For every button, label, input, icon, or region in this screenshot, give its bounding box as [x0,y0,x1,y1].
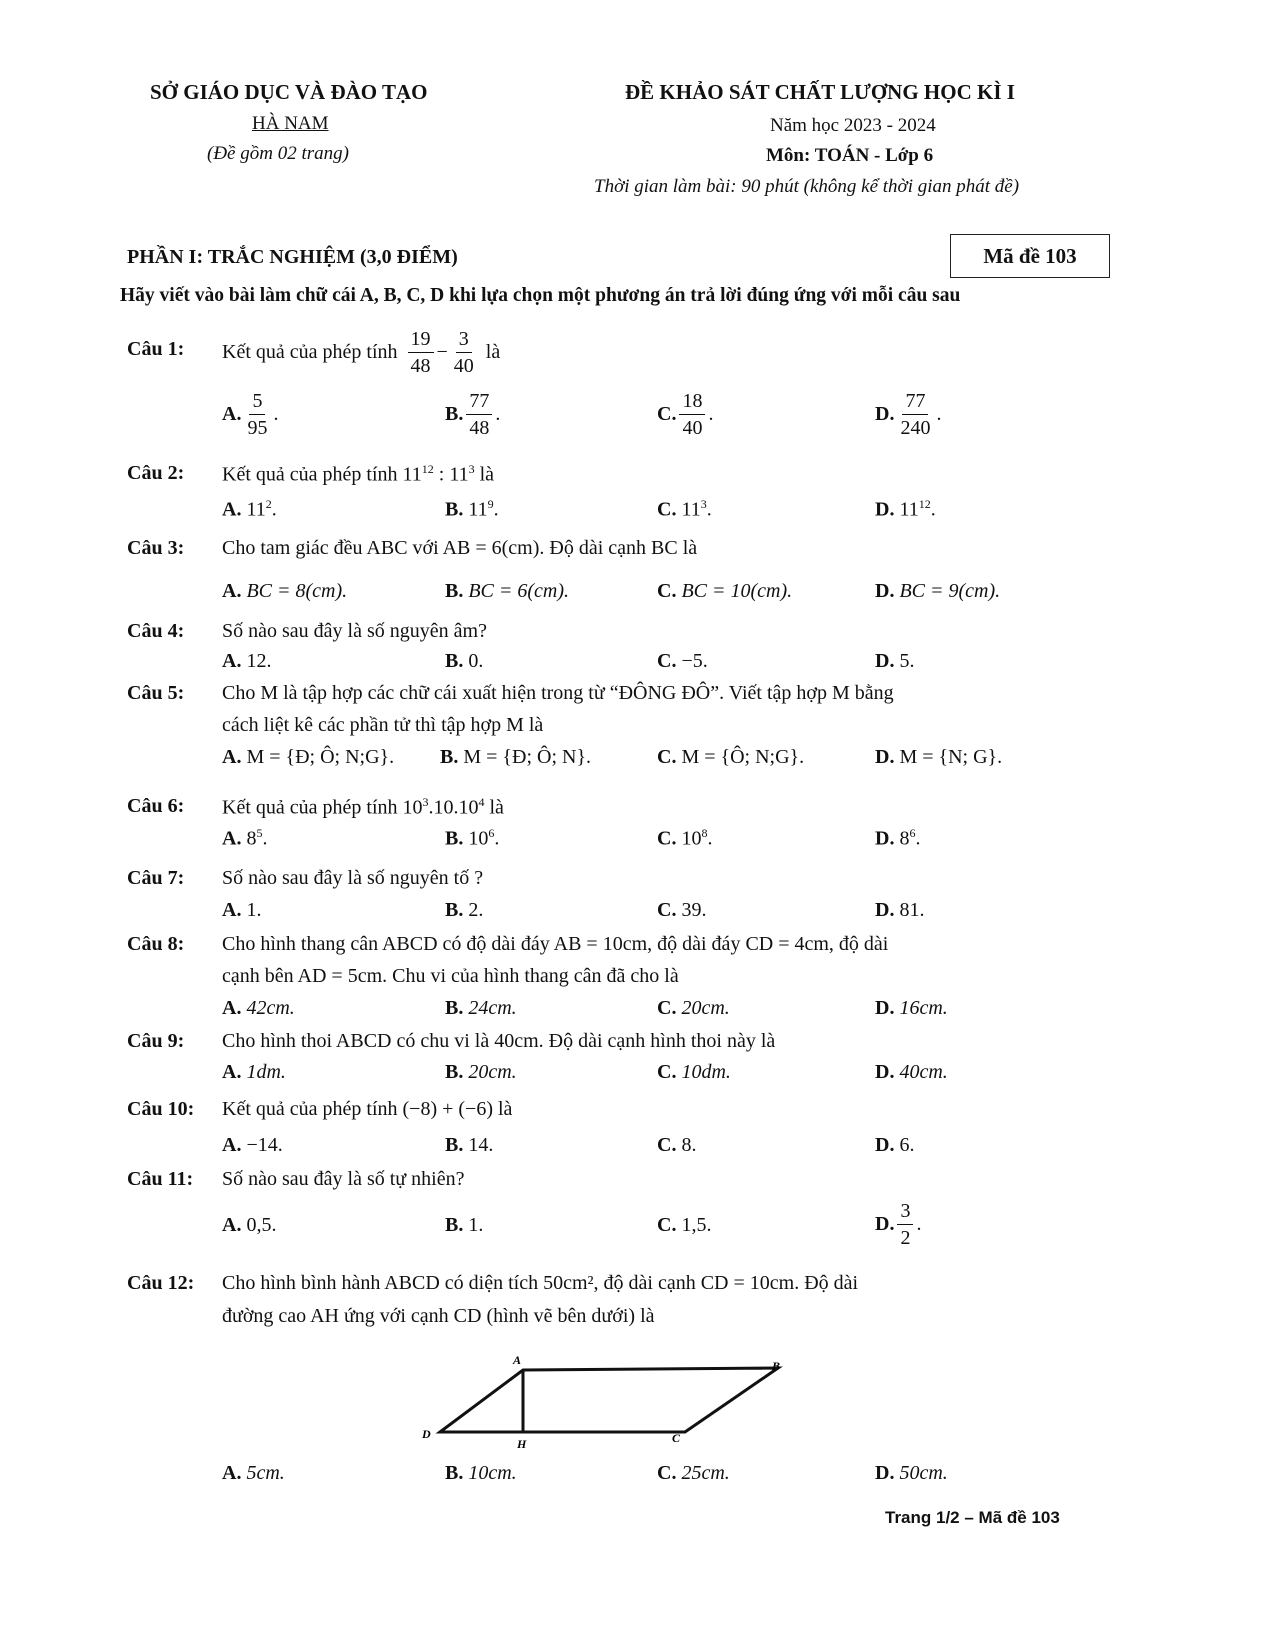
vertex-label-b: B [772,1359,781,1373]
option-d[interactable]: D. $8^6$. [875,826,921,850]
question-label: Câu 5: [127,682,185,704]
section-title: PHẦN I: TRẮC NGHIỆM (3,0 ĐIỂM) [127,246,458,268]
option-letter: B. [445,899,464,921]
option-a[interactable]: A. $11^2$. [222,497,277,521]
option-text: 50cm. [899,1462,948,1484]
option-b[interactable]: B. $11^9$. [445,497,499,521]
fraction-denominator: 240 [900,417,931,439]
option-letter: C. [657,580,677,602]
option-d[interactable] [875,1462,948,1485]
option-text: 6. [899,1134,915,1156]
option-c[interactable] [657,746,804,769]
option-text: BC = 8(cm). [246,580,348,602]
question-text: Kết quả của phép tính 10 [222,796,423,819]
option-d[interactable]: D. $11^{12}$. [875,497,936,521]
option-letter: D. [875,746,895,768]
question-text: Kết quả của phép tính [222,340,398,363]
option-letter: A. [222,746,242,768]
option-text: M = {Đ; Ô; N}. [463,746,592,768]
option-letter: D. [875,899,895,921]
option-letter: B. [445,1061,464,1083]
option-text: 1. [246,899,262,921]
question-text-line2: đường cao AH ứng với cạnh CD (hình vẽ bên dưới) là [222,1305,655,1327]
option-text: BC = 6(cm). [468,580,570,602]
option-letter: C. [657,1061,677,1083]
fraction-numerator: 77 [466,388,492,415]
question-text: Cho hình thang cân ABCD có độ dài đáy AB = 10cm, độ dài đáy CD = 4cm, độ dài [222,933,889,955]
exam-code-box: Mã đề 103 [950,234,1110,278]
option-text: 10cm. [468,1462,517,1484]
question-label: Câu 4: [127,620,185,642]
exponent: 4 [478,795,485,809]
vertex-label-d: D [422,1427,431,1441]
base: 11 [899,498,919,521]
time-allowed: Thời gian làm bài: 90 phút (không kể thời gian phát đề) [594,176,1020,197]
page-footer: Trang 1/2 – Mã đề 103 [885,1508,1060,1527]
option-letter: D. [875,1134,895,1156]
vertex-label-a: A [513,1353,522,1367]
exam-title: ĐỀ KHẢO SÁT CHẤT LƯỢNG HỌC KÌ I [625,80,1015,104]
question-label: Câu 3: [127,537,185,559]
option-c[interactable] [657,997,730,1020]
option-letter: B. [445,827,464,850]
question-label: Câu 11: [127,1168,194,1190]
exponent: 12 [918,497,931,511]
base: 11 [681,498,701,521]
option-a[interactable] [222,580,347,603]
base: 10 [681,827,702,850]
option-text: 16cm. [899,997,948,1019]
option-d[interactable] [875,899,924,922]
option-letter: A. [222,498,242,521]
option-text: M = {Đ; Ô; N;G}. [246,746,395,768]
province-name: HÀ NAM [252,113,329,134]
option-d[interactable]: D. $\frac{77}{240}$ . [875,390,942,439]
option-b[interactable]: B. $\frac{77}{48}$ . [445,390,501,439]
option-text: 40cm. [899,1061,948,1083]
school-year: Năm học 2023 - 2024 [770,115,936,136]
option-letter: B. [445,997,464,1019]
option-b[interactable] [445,580,569,603]
option-letter: A. [222,1462,242,1484]
option-text: 5. [899,650,915,672]
exponent: 3 [700,497,707,511]
question-tail: là [474,463,495,486]
option-b[interactable] [445,1061,517,1084]
option-b[interactable] [445,899,483,922]
option-letter: C. [657,1214,677,1236]
option-letter: C. [657,1134,677,1156]
option-c[interactable] [657,1462,730,1485]
option-d[interactable] [875,650,914,673]
option-text: 24cm. [468,997,517,1019]
option-letter: B. [445,1462,464,1484]
option-c[interactable] [657,580,792,603]
option-a[interactable] [222,899,261,922]
option-text: 14. [468,1134,494,1156]
option-letter: B. [445,580,464,602]
option-letter: B. [445,1134,464,1156]
option-text: 5cm. [246,1462,285,1484]
question-label: Câu 6: [127,795,185,817]
option-a[interactable] [222,650,271,673]
question-text-mid: .10.10 [428,796,479,819]
option-text: 1. [468,1214,484,1236]
question-text-line2: cách liệt kê các phần tử thì tập hợp M là [222,714,544,736]
base: 8 [246,827,257,850]
option-text: 0. [468,650,484,672]
option-text: 20cm. [681,997,730,1019]
option-text: 8. [681,1134,697,1156]
fraction-numerator: 18 [679,388,705,415]
fraction-numerator: 3 [456,326,472,353]
option-letter: C. [657,997,677,1019]
option-text: 42cm. [246,997,295,1019]
question-text: Số nào sau đây là số tự nhiên? [222,1168,465,1190]
option-letter: C. [657,827,677,850]
option-d[interactable] [875,1134,914,1157]
option-a[interactable] [222,1462,285,1485]
question-tail: là [485,340,501,363]
exponent: 6 [488,826,495,840]
question-text: Kết quả của phép tính (−8) + (−6) là [222,1098,513,1120]
fraction-denominator: 95 [247,417,268,439]
option-text: 2. [468,899,484,921]
question-text: Cho M là tập hợp các chữ cái xuất hiện trong từ “ĐÔNG ĐÔ”. Viết tập hợp M bằng [222,682,894,704]
option-a[interactable] [222,1214,276,1237]
fraction-numerator: 19 [408,326,434,353]
option-text: 39. [681,899,707,921]
option-text: 10dm. [681,1061,731,1083]
option-a[interactable] [222,997,295,1020]
option-text: 0,5. [246,1214,277,1236]
fraction-denominator: 40 [453,354,474,377]
option-text: M = {N; G}. [899,746,1003,768]
exponent: 12 [421,462,434,476]
option-c[interactable] [657,1061,731,1084]
question-text: Số nào sau đây là số nguyên âm? [222,620,487,642]
option-c[interactable] [657,1134,696,1157]
parallelogram-figure [400,1350,820,1460]
instruction: Hãy viết vào bài làm chữ cái A, B, C, D khi lựa chọn một phương án trả lời đúng ứng với mỗi câu sau [120,285,961,306]
exponent: 3 [468,462,475,476]
option-letter: D. [875,498,895,521]
option-letter: B. [440,746,459,768]
exponent: 2 [265,497,272,511]
question-label: Câu 7: [127,867,185,889]
option-d[interactable] [875,1061,948,1084]
fraction-numerator: 3 [897,1198,913,1225]
option-letter: A. [222,580,242,602]
fraction-denominator: 40 [682,417,703,439]
fraction-numerator: 77 [902,388,928,415]
question-text: Số nào sau đây là số nguyên tố ? [222,867,484,889]
option-text: BC = 10(cm). [681,580,793,602]
base: 11 [468,498,488,521]
option-c[interactable] [657,1214,711,1237]
option-letter: D. [875,1462,895,1484]
exponent: 3 [422,795,429,809]
base: 10 [468,827,489,850]
option-b[interactable] [440,746,591,769]
option-a[interactable] [222,1061,286,1084]
question-text-mid: : 11 [433,463,469,486]
option-letter: D. [875,650,895,672]
option-c[interactable]: C. $10^8$. [657,826,713,850]
option-letter: C. [657,746,677,768]
option-b[interactable] [445,1134,493,1157]
parallelogram-outline [440,1368,778,1432]
option-text: 1dm. [246,1061,286,1083]
option-c[interactable] [657,650,708,673]
option-b[interactable]: B. $10^6$. [445,826,500,850]
department-name: SỞ GIÁO DỤC VÀ ĐÀO TẠO [150,80,428,104]
base: 11 [246,498,266,521]
option-text: 20cm. [468,1061,517,1083]
option-text: 1,5. [681,1214,712,1236]
question-text-line2: cạnh bên AD = 5cm. Chu vi của hình thang cân đã cho là [222,965,679,987]
fraction-numerator: 5 [249,388,265,415]
option-b[interactable] [445,650,483,673]
option-letter: A. [222,1134,242,1156]
option-d[interactable] [875,997,948,1020]
exponent: 6 [909,826,916,840]
question-label: Câu 12: [127,1272,195,1294]
question-label: Câu 8: [127,933,185,955]
base: 8 [899,827,910,850]
option-letter: A. [222,997,242,1019]
exponent: 8 [701,826,708,840]
option-c[interactable] [657,899,706,922]
option-text: −14. [246,1134,283,1156]
option-letter: A. [222,1061,242,1083]
question-text: Cho tam giác đều ABC với AB = 6(cm). Độ dài cạnh BC là [222,537,698,559]
option-letter: C. [657,498,677,521]
option-text: 25cm. [681,1462,730,1484]
option-text: BC = 9(cm). [899,580,1001,602]
option-b[interactable] [445,1214,483,1237]
option-text: −5. [681,650,708,672]
option-d[interactable] [875,580,1000,603]
option-d[interactable]: D. $\frac{3}{2}$ . [875,1200,922,1249]
minus-operator: − [436,340,448,363]
option-letter: D. [875,827,895,850]
option-letter: A. [222,650,242,672]
option-letter: D. [875,997,895,1019]
question-label: Câu 9: [127,1030,185,1052]
question-label: Câu 10: [127,1098,195,1120]
question-text: Kết quả của phép tính 11 [222,463,422,486]
option-c[interactable]: C. $11^3$. [657,497,712,521]
option-letter: B. [445,498,464,521]
option-letter: C. [657,1462,677,1484]
option-text: 12. [246,650,272,672]
fraction-denominator: 48 [469,417,490,439]
option-b[interactable] [445,1462,517,1485]
option-a[interactable] [222,746,394,769]
fraction-denominator: 48 [410,354,431,377]
question-tail: là [484,796,504,819]
vertex-label-c: C [672,1431,681,1445]
option-b[interactable] [445,997,517,1020]
option-letter: D. [875,1213,895,1235]
option-d[interactable] [875,746,1002,769]
option-a[interactable]: A. $\frac{5}{95}$ . [222,390,279,439]
fraction-denominator: 2 [900,1227,911,1249]
option-letter: D. [875,580,895,602]
question-text: Cho hình bình hành ABCD có diện tích 50cm², độ dài cạnh CD = 10cm. Độ dài [222,1272,859,1294]
option-a[interactable] [222,1134,283,1157]
question-label: Câu 1: [127,338,185,360]
option-letter: C. [657,899,677,921]
subject: Môn: TOÁN - Lớp 6 [766,145,934,166]
option-letter: A. [222,1214,242,1236]
page-count-note: (Đề gồm 02 trang) [207,143,349,164]
option-letter: B. [445,650,464,672]
option-letter: D. [875,1061,895,1083]
foot-label-h: H [517,1437,527,1451]
option-a[interactable]: A. $8^5$. [222,826,268,850]
option-letter: A. [222,827,242,850]
option-c[interactable]: C. $\frac{18}{40}$ . [657,390,714,439]
exponent: 5 [256,826,263,840]
option-text: M = {Ô; N;G}. [681,746,805,768]
question-text: Cho hình thoi ABCD có chu vi là 40cm. Độ dài cạnh hình thoi này là [222,1030,776,1052]
option-text: 81. [899,899,925,921]
option-letter: B. [445,1214,464,1236]
option-letter: A. [222,899,242,921]
option-letter: C. [657,650,677,672]
exponent: 9 [487,497,494,511]
question-label: Câu 2: [127,462,185,484]
